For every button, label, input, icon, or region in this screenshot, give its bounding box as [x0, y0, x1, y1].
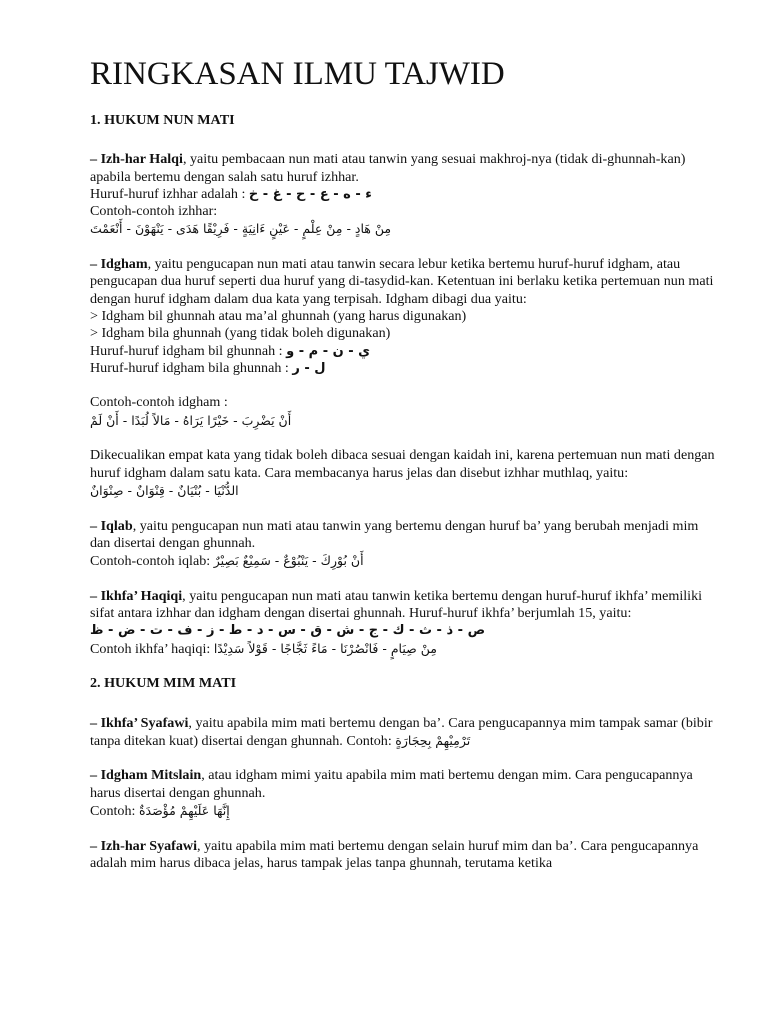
izhar-example-line [90, 220, 718, 238]
paragraph-ikhfa-haqiqi: – Ikhfa’ Haqiqi, yaitu pengucapan nun mati atau tanwin ketika bertemu dengan huruf-huruf ikhfa’ memiliki sifat antara izhhar dan idgham dengan disertai ghunnah. Huruf-huruf ikhfa’ berjumlah 15, yaitu: [90, 587, 703, 622]
ikhfa-example-arabic: مِنْ صِيَامٍ - فَانْصُرْنَا - مَاءً ثَجَّاجًا - قَوْلاً سَدِيْدًا [213, 640, 437, 656]
idgham-bil-letters-line: Huruf-huruf idgham bil ghunnah : ي - ن - م - و [90, 342, 371, 359]
idgham-type-1: > Idgham bil ghunnah atau ma’al ghunnah (yang harus digunakan) [90, 307, 467, 324]
idgham-bila-letters-arabic: ل - ر [292, 360, 326, 376]
term-ikhfa-haqiqi: – Ikhfa’ Haqiqi [90, 587, 183, 604]
term-idgham-mitslain: – Idgham Mitslain [90, 767, 202, 784]
paragraph-ikhfa-syafawi: – Ikhfa’ Syafawi, yaitu apabila mim mati bertemu dengan ba’. Cara pengucapannya mim tampak samar (bibir tanpa ditekan kuat) disertai dengan ghunnah. Contoh: تَرْمِيْهِمْ بِحِجَارَةٍ [90, 714, 713, 749]
term-ikhfa-syafawi: – Ikhfa’ Syafawi [90, 714, 189, 731]
idgham-exception-text: Dikecualikan empat kata yang tidak boleh dibaca sesuai dengan kaidah ini, karena pertemuan nun mati dengan huruf idgham dalam satu kata. Cara membacanya harus jelas dan disebut izhhar muthlaq, yaitu: [90, 447, 715, 481]
spacer [90, 377, 718, 394]
ikhfa-letters-arabic: ص - ذ - ث - ك - ج - ش - ق - س - د - ط - ز - ف - ت - ض - ظ [90, 623, 486, 639]
term-iqlab: – Iqlab [90, 517, 133, 534]
idgham-type-2: > Idgham bila ghunnah (yang tidak boleh digunakan) [90, 325, 391, 342]
document-title: RINGKASAN ILMU TAJWID [90, 56, 505, 92]
ikhfa-example-line: Contoh ikhfa’ haqiqi: مِنْ صِيَامٍ - فَانْصُرْنَا - مَاءً ثَجَّاجًا - قَوْلاً سَدِيْدًا [90, 640, 437, 657]
idgham-mitslain-example-line: Contoh: إِنَّهَا عَلَيْهِمْ مُؤْصَدَةٌ [90, 802, 230, 819]
izhar-example-label: Contoh-contoh izhhar: [90, 203, 218, 220]
ikhfa-syafawi-example-arabic: تَرْمِيْهِمْ بِحِجَارَةٍ [395, 732, 471, 748]
term-idgham: – Idgham [90, 256, 148, 273]
paragraph-iqlab: – Iqlab, yaitu pengucapan nun mati atau tanwin yang bertemu dengan huruf ba’ yang berubah menjadi mim dan disertai dengan ghunnah. [90, 517, 699, 551]
paragraph-izhar-syafawi: – Izh-har Syafawi, yaitu apabila mim mati bertemu dengan selain huruf mim dan ba’. Cara pengucapannya adalah mim harus dibaca jelas, harus tampak jelas tanpa ghunnah, terutama ketika [90, 837, 699, 871]
idgham-mitslain-example-arabic: إِنَّهَا عَلَيْهِمْ مُؤْصَدَةٌ [138, 802, 230, 818]
idgham-example-arabic: أَنْ يَضْرِبَ - خَيْرًا يَرَاهُ - مَالاً لُبَدًا - أَنْ لَمْ [90, 412, 292, 428]
idgham-bila-letters-line: Huruf-huruf idgham bila ghunnah : ل - ر [90, 359, 326, 376]
paragraph-izhar-halqi: – Izh-har Halqi, yaitu pembacaan nun mati atau tanwin yang sesuai makhroj-nya (tidak di-ghunnah-kan) apabila bertemu dengan salah satu huruf izhhar. [90, 151, 686, 185]
section-heading-nun-mati: 1. HUKUM NUN MATI [90, 112, 235, 128]
idgham-example-line [90, 412, 718, 430]
idgham-exception-line [90, 482, 718, 500]
izhar-letters-line: Huruf-huruf izhhar adalah : ء - ه - ع - ح - غ - خ [90, 185, 372, 202]
paragraph-idgham: – Idgham, yaitu pengucapan nun mati atau tanwin secara lebur ketika bertemu huruf-huruf idgham, atau pengucapan dua huruf seperti dua huruf yang di-tasydid-kan. Ketentuan ini berlaku ketika pertemuan nun mati dengan huruf idgham dalam dua kata yang terpisah. Idgham dibagi dua yaitu: [90, 256, 714, 307]
term-izhar-halqi: – Izh-har Halqi [90, 151, 183, 168]
idgham-bil-letters-arabic: ي - ن - م - و [286, 343, 371, 359]
izhar-example-arabic: مِنْ هَادٍ - مِنْ عِلْمٍ - عَيْنٍ ءَانِيَةٍ - فَرِيْقًا هَدَى - يَنْهَوْنَ - أَنْعَمْتَ [90, 221, 392, 237]
idgham-example-label: Contoh-contoh idgham : [90, 394, 228, 411]
ikhfa-letters-line [90, 622, 718, 639]
izhar-letters-arabic: ء - ه - ع - ح - غ - خ [248, 186, 372, 202]
term-izhar-syafawi: – Izh-har Syafawi [90, 837, 198, 854]
paragraph-idgham-mitslain: – Idgham Mitslain, atau idgham mimi yaitu apabila mim mati bertemu dengan mim. Cara pengucapannya harus disertai dengan ghunnah. [90, 767, 693, 801]
iqlab-example-arabic: أَنْ بُوْرِكَ - يَنْبُوْعٌ - سَمِيْعٌ بَصِيْرٌ [213, 553, 364, 569]
section-heading-mim-mati: 2. HUKUM MIM MATI [90, 675, 237, 692]
iqlab-example-line: Contoh-contoh iqlab: أَنْ بُوْرِكَ - يَنْبُوْعٌ - سَمِيْعٌ بَصِيْرٌ [90, 553, 364, 570]
idgham-exception-arabic: الدُّنْيَا - بُنْيَانٌ - قِنْوَانٌ - صِنْوَانٌ [90, 482, 239, 498]
document-body [90, 112, 718, 872]
